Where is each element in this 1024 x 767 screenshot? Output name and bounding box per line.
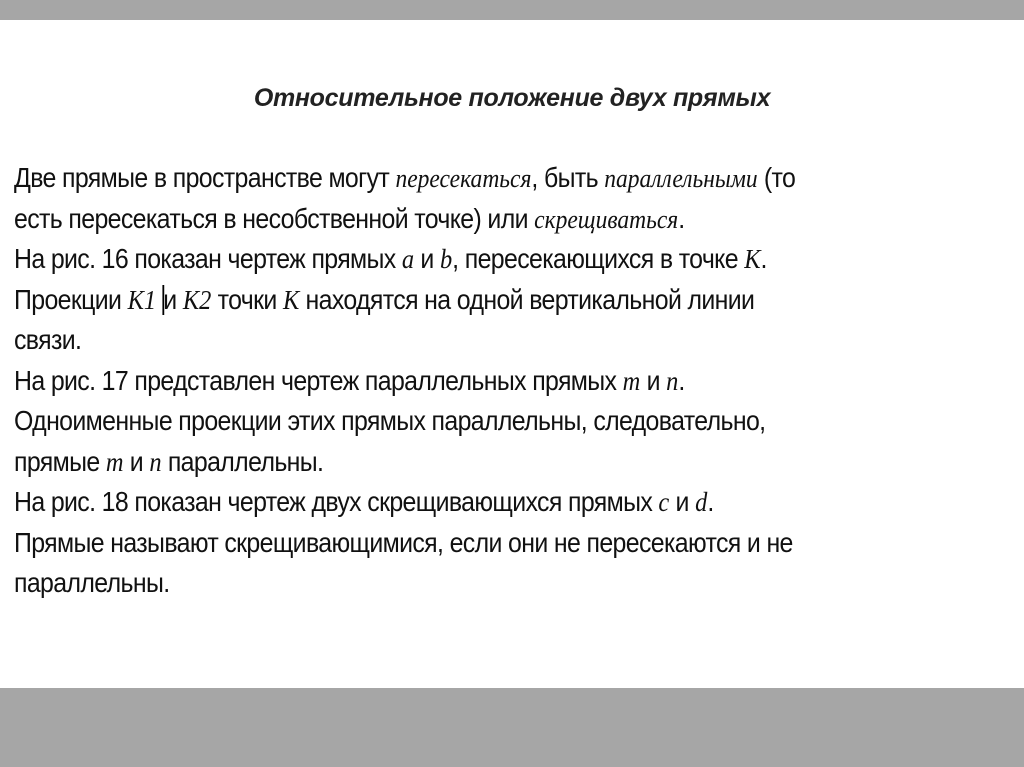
text-line-2 (14, 199, 926, 240)
text-run: . (760, 243, 767, 274)
text-line-9 (14, 482, 926, 523)
text-run: точки (211, 283, 283, 315)
text-run: и (414, 243, 440, 274)
text-run: связи. (14, 324, 82, 355)
text-run: . (678, 364, 685, 396)
text-run: есть пересекаться в несобственной точке) или (14, 202, 535, 234)
text-line-3 (14, 239, 926, 280)
term-intersect: пересекаться (395, 164, 532, 193)
text-run: Одноименные проекции этих прямых параллельны, следовательно, (14, 405, 766, 436)
text-line-8 (14, 442, 926, 483)
text-line-6 (14, 361, 926, 402)
var-m: m (105, 446, 124, 477)
text-run: Две прямые в пространстве могут (14, 162, 396, 193)
var-n: n (666, 365, 679, 396)
var-K2: K2 (182, 284, 212, 315)
var-K: K (744, 244, 761, 274)
bottom-frame-bar (0, 688, 1024, 767)
text-run: (то (757, 162, 796, 193)
text-run: , пересекающихся в точке (452, 243, 745, 274)
text-run: и (123, 445, 150, 477)
term-parallel: параллельными (604, 164, 758, 193)
var-n: n (149, 446, 162, 477)
var-m: m (622, 365, 641, 396)
text-line-11 (14, 563, 926, 604)
var-K: K (282, 284, 300, 315)
text-line-10 (14, 523, 926, 564)
var-a: a (401, 244, 415, 274)
text-run: параллельны. (161, 445, 324, 477)
text-line-4 (14, 280, 926, 321)
var-d: d (695, 487, 708, 517)
text-run: Прямые называют скрещивающимися, если они не пересекаются и не (14, 526, 793, 558)
title-part: Относительное положение двух прямых (253, 84, 771, 112)
var-b: b (439, 244, 453, 274)
var-K1: K1 (127, 284, 157, 315)
slide-title (0, 84, 1024, 113)
term-skew: скрещиваться (534, 204, 679, 234)
text-run: . (707, 486, 714, 517)
text-run: и (163, 283, 183, 315)
body-text (14, 158, 926, 604)
text-line-1 (14, 158, 926, 199)
text-run: . (678, 202, 685, 234)
text-run: параллельны. (14, 567, 170, 598)
text-line-7 (14, 401, 926, 442)
text-run: На рис. 16 показан чертеж прямых (14, 243, 402, 274)
text-run: прямые (14, 445, 106, 477)
top-frame-bar (0, 0, 1024, 20)
text-run: находятся на одной вертикальной линии (299, 283, 755, 315)
text-run: На рис. 17 представлен чертеж параллельных прямых (14, 364, 623, 396)
text-run: и (640, 364, 667, 396)
text-run: На рис. 18 показан чертеж двух скрещивающихся прямых (14, 486, 659, 517)
text-line-5 (14, 320, 926, 361)
text-run: , быть (531, 162, 605, 193)
text-run: Проекции (14, 283, 128, 315)
var-c: c (658, 487, 670, 517)
text-run: и (669, 486, 696, 517)
